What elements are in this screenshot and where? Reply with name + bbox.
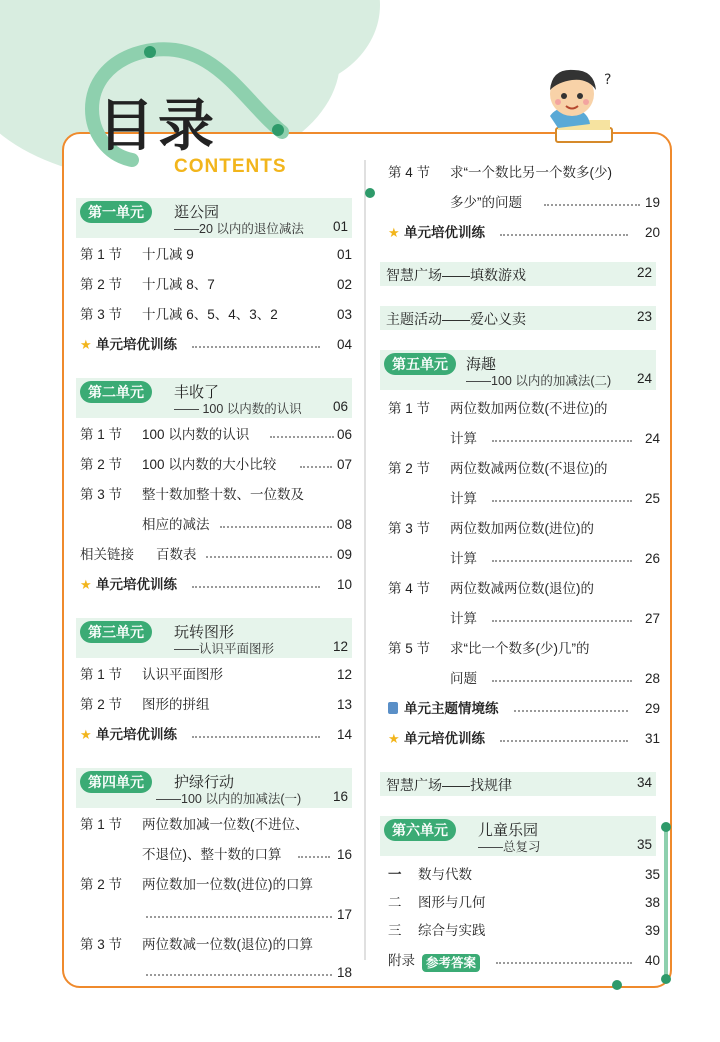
unit-badge: 第五单元 (384, 353, 456, 375)
dot-leader (500, 234, 628, 236)
page-number: 02 (336, 277, 352, 292)
unit-badge: 第三单元 (80, 621, 152, 643)
decor-bar (664, 828, 668, 978)
entry-title: 十几减 6、5、4、3、2 (142, 307, 278, 322)
entry-title-line2: 计算 (450, 551, 477, 566)
toc-entry[interactable] (80, 664, 352, 686)
entry-number: 第 1 节 (80, 817, 123, 832)
section-title: 智慧广场——填数游戏 (386, 267, 526, 283)
page-number: 31 (644, 731, 660, 746)
toc-entry-review[interactable] (388, 222, 660, 244)
toc-entry-review[interactable] (80, 724, 352, 746)
toc-entry-continued[interactable] (80, 514, 352, 536)
toc-entry[interactable] (388, 920, 660, 942)
entry-number: 第 1 节 (80, 427, 123, 442)
entry-title: 100 以内数的认识 (142, 427, 250, 442)
toc-entry-continued[interactable] (388, 192, 660, 214)
unit-header-1[interactable] (76, 198, 352, 238)
entry-title-line2: 计算 (450, 491, 477, 506)
entry-title: 两位数加两位数(进位)的 (450, 521, 594, 536)
entry-title: 求“比一个数多(少)几”的 (450, 641, 590, 656)
page-number: 35 (636, 837, 652, 852)
entry-number: 第 5 节 (388, 641, 431, 656)
entry-title-line2: 多少”的问题 (450, 195, 522, 210)
toc-entry-review[interactable] (388, 728, 660, 750)
entry-title: 单元培优训练 (96, 577, 177, 592)
toc-entry[interactable] (80, 934, 352, 956)
page-number: 16 (336, 847, 352, 862)
unit-title: 护绿行动 (174, 774, 235, 791)
entry-number: 相关链接 (80, 547, 134, 562)
entry-title: 数与代数 (418, 867, 472, 882)
dot-leader (298, 856, 330, 858)
dot-leader (220, 526, 332, 528)
entry-title: 综合与实践 (418, 923, 486, 938)
unit-header-6[interactable] (380, 816, 656, 856)
dot-leader (492, 680, 632, 682)
toc-entry-appendix[interactable] (388, 950, 660, 972)
unit-subtitle: ——20 以内的退位减法 (174, 222, 304, 236)
unit-title: 丰收了 (174, 384, 220, 401)
page-number: 16 (332, 789, 348, 804)
page-number: 28 (644, 671, 660, 686)
toc-entry-continued[interactable] (388, 428, 660, 450)
page-number: 38 (644, 895, 660, 910)
entry-title: 图形的拼组 (142, 697, 210, 712)
page-number: 40 (644, 953, 660, 968)
entry-title: 单元培优训练 (96, 727, 177, 742)
page-number: 19 (644, 195, 660, 210)
entry-number: 第 3 节 (80, 307, 123, 322)
page-number: 06 (332, 399, 348, 414)
page-number: 17 (336, 907, 352, 922)
unit-title: 海趣 (466, 356, 497, 373)
page-number: 20 (644, 225, 660, 240)
entry-title: 百数表 (156, 547, 197, 562)
entry-number: 第 2 节 (80, 277, 123, 292)
page-number: 03 (336, 307, 352, 322)
toc-entry[interactable] (388, 892, 660, 914)
dot-leader (544, 204, 640, 206)
page-number: 13 (336, 697, 352, 712)
unit-title: 儿童乐园 (478, 822, 539, 839)
unit-subtitle: ——100 以内的加减法(一) (156, 792, 302, 806)
entry-title: 单元主题情境练 (404, 701, 499, 716)
dot-leader (492, 440, 632, 442)
star-icon: ★ (80, 727, 92, 742)
page-number: 04 (336, 337, 352, 352)
page-number: 29 (644, 701, 660, 716)
page-number: 06 (336, 427, 352, 442)
entry-title-line2: 计算 (450, 611, 477, 626)
page-number: 22 (636, 265, 652, 280)
special-section-band[interactable] (380, 772, 656, 796)
unit-subtitle: ——认识平面图形 (174, 642, 275, 656)
entry-title-line2: 计算 (450, 431, 477, 446)
toc-entry-continued[interactable] (388, 548, 660, 570)
entry-number: 一 (388, 867, 402, 882)
toc-entry[interactable] (80, 424, 352, 446)
entry-title: 十几减 9 (142, 247, 194, 262)
entry-title-line2: 问题 (450, 671, 477, 686)
page-number: 01 (332, 219, 348, 234)
unit-badge: 第四单元 (80, 771, 152, 793)
entry-number: 第 2 节 (80, 457, 123, 472)
entry-title: 两位数加减一位数(不进位、 (142, 817, 309, 832)
star-icon: ★ (388, 731, 400, 746)
dot-leader (492, 620, 632, 622)
toc-entry-continued[interactable] (388, 608, 660, 630)
dot-leader (492, 560, 632, 562)
entry-number: 第 2 节 (388, 461, 431, 476)
page-number: 18 (336, 965, 352, 980)
entry-title: 单元培优训练 (96, 337, 177, 352)
dot-leader (146, 974, 332, 976)
dot-leader (192, 586, 320, 588)
answer-key-badge: 参考答案 (422, 954, 480, 972)
toc-entry-continued[interactable] (80, 844, 352, 866)
toc-entry[interactable] (80, 454, 352, 476)
dot-leader (146, 916, 332, 918)
toc-entry[interactable] (388, 518, 660, 540)
unit-subtitle: ——总复习 (478, 840, 541, 854)
entry-number: 第 3 节 (80, 937, 123, 952)
page-number: 09 (336, 547, 352, 562)
toc-entry[interactable] (80, 484, 352, 506)
toc-entry[interactable] (388, 578, 660, 600)
page-number: 08 (336, 517, 352, 532)
toc-entry-continued[interactable] (388, 488, 660, 510)
star-icon: ★ (388, 225, 400, 240)
toc-entry[interactable] (388, 398, 660, 420)
dot-leader (206, 556, 332, 558)
entry-title-line2: 不退位)、整十数的口算 (142, 847, 282, 862)
page-number: 25 (644, 491, 660, 506)
page-number: 35 (644, 867, 660, 882)
toc-entry-continued[interactable] (80, 962, 352, 984)
entry-title: 十几减 8、7 (142, 277, 215, 292)
entry-title: 两位数减两位数(不退位)的 (450, 461, 608, 476)
unit-title: 玩转图形 (174, 624, 235, 641)
entry-title: 整十数加整十数、一位数及 (142, 487, 304, 502)
unit-subtitle: ——100 以内的加减法(二) (466, 374, 612, 388)
page-number: 24 (644, 431, 660, 446)
toc-entry[interactable] (80, 274, 352, 296)
unit-badge: 第二单元 (80, 381, 152, 403)
entry-number: 附录 (388, 953, 415, 968)
entry-title: 认识平面图形 (142, 667, 223, 682)
dot-leader (270, 436, 334, 438)
dot-leader (192, 346, 320, 348)
page-number: 39 (644, 923, 660, 938)
section-title: 主题活动——爱心义卖 (386, 311, 526, 327)
unit-header-4[interactable] (76, 768, 352, 808)
page-title: 目录 (98, 94, 218, 157)
toc-entry[interactable] (80, 244, 352, 266)
page-number: 24 (636, 371, 652, 386)
dot-leader (492, 500, 632, 502)
toc-entry[interactable] (388, 638, 660, 660)
entry-number: 第 4 节 (388, 581, 431, 596)
page-number: 01 (336, 247, 352, 262)
unit-badge: 第六单元 (384, 819, 456, 841)
page-number: 34 (636, 775, 652, 790)
page-number: 14 (336, 727, 352, 742)
page-number: 26 (644, 551, 660, 566)
toc-entry[interactable] (388, 162, 660, 184)
page-number: 12 (336, 667, 352, 682)
entry-number: 第 4 节 (388, 165, 431, 180)
decor-dot (365, 188, 375, 198)
toc-entry-scenario[interactable] (388, 698, 660, 720)
toc-entry[interactable] (80, 304, 352, 326)
entry-title: 两位数加两位数(不进位)的 (450, 401, 608, 416)
dot-leader (500, 740, 628, 742)
special-section-band[interactable] (380, 262, 656, 286)
entry-number: 第 1 节 (388, 401, 431, 416)
special-section-band[interactable] (380, 306, 656, 330)
toc-entry-continued[interactable] (80, 904, 352, 926)
entry-title: 单元培优训练 (404, 731, 485, 746)
dot-leader (300, 466, 332, 468)
entry-number: 第 3 节 (80, 487, 123, 502)
dot-leader (514, 710, 628, 712)
toc-entry[interactable] (80, 544, 352, 566)
entry-number: 第 1 节 (80, 667, 123, 682)
entry-number: 第 2 节 (80, 697, 123, 712)
entry-title: 两位数加一位数(进位)的口算 (142, 877, 313, 892)
toc-entry[interactable] (388, 458, 660, 480)
toc-entry[interactable] (80, 694, 352, 716)
entry-title: 100 以内数的大小比较 (142, 457, 277, 472)
toc-entry-continued[interactable] (388, 668, 660, 690)
decor-dot (661, 822, 671, 832)
entry-title-line2: 相应的减法 (142, 517, 210, 532)
toc-entry[interactable] (388, 864, 660, 886)
dot-leader (496, 962, 632, 964)
unit-header-5[interactable] (380, 350, 656, 390)
toc-entry-review[interactable] (80, 574, 352, 596)
toc-entry[interactable] (80, 814, 352, 836)
page-number: 27 (644, 611, 660, 626)
star-icon: ★ (80, 337, 92, 352)
entry-title: 单元培优训练 (404, 225, 485, 240)
boy-illustration (528, 58, 628, 150)
entry-number: 第 3 节 (388, 521, 431, 536)
page-number: 10 (336, 577, 352, 592)
page-number: 23 (636, 309, 652, 324)
svg-text:?: ? (604, 72, 612, 88)
entry-number: 三 (388, 923, 402, 938)
toc-entry[interactable] (80, 874, 352, 896)
unit-subtitle: —— 100 以内数的认识 (174, 402, 302, 416)
entry-title: 图形与几何 (418, 895, 486, 910)
entry-number: 二 (388, 895, 402, 910)
star-icon: ★ (80, 577, 92, 592)
unit-header-2[interactable] (76, 378, 352, 418)
decor-dot (661, 974, 671, 984)
entry-number: 第 2 节 (80, 877, 123, 892)
unit-title: 逛公园 (174, 204, 220, 221)
unit-header-3[interactable] (76, 618, 352, 658)
page-number: 07 (336, 457, 352, 472)
column-divider (364, 160, 366, 960)
entry-title: 两位数减一位数(退位)的口算 (142, 937, 313, 952)
section-title: 智慧广场——找规律 (386, 777, 512, 793)
book-icon (388, 698, 398, 720)
entry-title: 两位数减两位数(退位)的 (450, 581, 594, 596)
entry-number: 第 1 节 (80, 247, 123, 262)
entry-title: 求“一个数比另一个数多(少) (450, 165, 612, 180)
dot-leader (192, 736, 320, 738)
page-subtitle: CONTENTS (174, 156, 287, 177)
unit-badge: 第一单元 (80, 201, 152, 223)
toc-entry-review[interactable] (80, 334, 352, 356)
decor-dot (612, 980, 622, 990)
page-number: 12 (332, 639, 348, 654)
